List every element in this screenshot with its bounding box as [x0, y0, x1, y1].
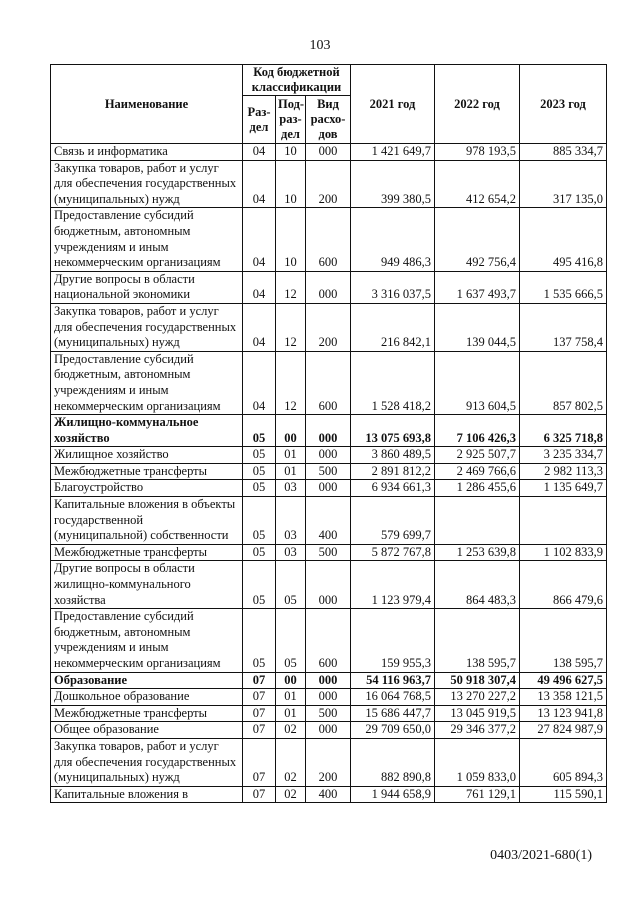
row-value-2023: 49 496 627,5	[520, 672, 607, 689]
row-section: 07	[243, 705, 276, 722]
row-expense-type: 000	[306, 447, 351, 464]
header-name: Наименование	[51, 65, 243, 144]
row-expense-type: 400	[306, 497, 351, 545]
row-expense-type: 000	[306, 722, 351, 739]
row-expense-type: 500	[306, 463, 351, 480]
row-value-2021: 2 891 812,2	[351, 463, 435, 480]
table-row	[51, 351, 607, 414]
table-row	[51, 544, 607, 561]
row-expense-type: 000	[306, 689, 351, 706]
table-body	[51, 144, 607, 803]
row-expense-type: 200	[306, 738, 351, 786]
row-value-2022: 1 253 639,8	[435, 544, 520, 561]
row-value-2021: 399 380,5	[351, 160, 435, 208]
row-value-2023: 605 894,3	[520, 738, 607, 786]
row-value-2023: 1 102 833,9	[520, 544, 607, 561]
table-row	[51, 480, 607, 497]
table-row	[51, 672, 607, 689]
row-subsection: 02	[276, 786, 306, 803]
row-subsection: 03	[276, 544, 306, 561]
row-name: Закупка товаров, работ и услуг для обеспечения государственных (муниципальных) нужд	[51, 303, 243, 351]
header-section: Раз-дел	[243, 96, 276, 144]
row-section: 05	[243, 561, 276, 609]
row-section: 05	[243, 609, 276, 672]
table-row	[51, 738, 607, 786]
row-value-2023: 857 802,5	[520, 351, 607, 414]
row-value-2023: 13 358 121,5	[520, 689, 607, 706]
row-value-2022: 864 483,3	[435, 561, 520, 609]
header-2021: 2021 год	[351, 65, 435, 144]
table-row	[51, 722, 607, 739]
row-value-2022: 1 637 493,7	[435, 271, 520, 303]
row-value-2021: 1 421 649,7	[351, 144, 435, 161]
row-value-2022: 2 469 766,6	[435, 463, 520, 480]
row-value-2022: 13 270 227,2	[435, 689, 520, 706]
row-value-2022: 13 045 919,5	[435, 705, 520, 722]
row-subsection: 01	[276, 447, 306, 464]
row-expense-type: 600	[306, 208, 351, 271]
header-subsection: Под-раз-дел	[276, 96, 306, 144]
row-name: Капитальные вложения в	[51, 786, 243, 803]
row-section: 05	[243, 415, 276, 447]
row-value-2021: 13 075 693,8	[351, 415, 435, 447]
row-section: 05	[243, 497, 276, 545]
row-section: 04	[243, 271, 276, 303]
row-section: 07	[243, 689, 276, 706]
row-name: Межбюджетные трансферты	[51, 705, 243, 722]
row-expense-type: 000	[306, 672, 351, 689]
row-name: Закупка товаров, работ и услуг для обеспечения государственных (муниципальных) нужд	[51, 738, 243, 786]
row-value-2023: 317 135,0	[520, 160, 607, 208]
row-name: Общее образование	[51, 722, 243, 739]
row-value-2022: 978 193,5	[435, 144, 520, 161]
row-subsection: 02	[276, 738, 306, 786]
row-section: 04	[243, 144, 276, 161]
table-row	[51, 160, 607, 208]
row-expense-type: 000	[306, 415, 351, 447]
row-expense-type: 500	[306, 544, 351, 561]
row-value-2022: 913 604,5	[435, 351, 520, 414]
row-name: Предоставление субсидий бюджетным, автономным учреждениям и иным некоммерческим организациям	[51, 208, 243, 271]
row-expense-type: 400	[306, 786, 351, 803]
row-value-2021: 29 709 650,0	[351, 722, 435, 739]
table-row	[51, 561, 607, 609]
row-name: Капитальные вложения в объекты государственной (муниципальной) собственности	[51, 497, 243, 545]
row-name: Благоустройство	[51, 480, 243, 497]
row-section: 04	[243, 160, 276, 208]
row-value-2021: 1 944 658,9	[351, 786, 435, 803]
table-row	[51, 786, 607, 803]
row-value-2022: 1 059 833,0	[435, 738, 520, 786]
row-name: Другие вопросы в области жилищно-коммунального хозяйства	[51, 561, 243, 609]
row-value-2022: 7 106 426,3	[435, 415, 520, 447]
row-expense-type: 000	[306, 480, 351, 497]
table-row	[51, 208, 607, 271]
row-section: 04	[243, 208, 276, 271]
row-value-2022: 1 286 455,6	[435, 480, 520, 497]
table-row	[51, 497, 607, 545]
row-value-2021: 949 486,3	[351, 208, 435, 271]
row-name: Предоставление субсидий бюджетным, автономным учреждениям и иным некоммерческим организациям	[51, 609, 243, 672]
row-value-2021: 159 955,3	[351, 609, 435, 672]
row-name: Межбюджетные трансферты	[51, 544, 243, 561]
row-value-2021: 882 890,8	[351, 738, 435, 786]
table-row	[51, 705, 607, 722]
row-subsection: 03	[276, 497, 306, 545]
row-name: Дошкольное образование	[51, 689, 243, 706]
document-code: 0403/2021-680(1)	[490, 848, 592, 863]
row-expense-type: 600	[306, 609, 351, 672]
row-name: Жилищно-коммунальное хозяйство	[51, 415, 243, 447]
row-value-2022: 29 346 377,2	[435, 722, 520, 739]
row-name: Межбюджетные трансферты	[51, 463, 243, 480]
row-expense-type: 000	[306, 144, 351, 161]
row-subsection: 12	[276, 271, 306, 303]
row-subsection: 05	[276, 561, 306, 609]
header-2023: 2023 год	[520, 65, 607, 144]
row-value-2023: 1 535 666,5	[520, 271, 607, 303]
row-value-2022: 2 925 507,7	[435, 447, 520, 464]
row-subsection: 12	[276, 303, 306, 351]
row-subsection: 10	[276, 144, 306, 161]
table-row	[51, 447, 607, 464]
row-value-2021: 1 528 418,2	[351, 351, 435, 414]
row-subsection: 05	[276, 609, 306, 672]
row-name: Образование	[51, 672, 243, 689]
row-value-2023: 3 235 334,7	[520, 447, 607, 464]
row-subsection: 03	[276, 480, 306, 497]
row-expense-type: 600	[306, 351, 351, 414]
row-section: 04	[243, 303, 276, 351]
table-row	[51, 463, 607, 480]
row-value-2021: 3 316 037,5	[351, 271, 435, 303]
row-value-2023: 6 325 718,8	[520, 415, 607, 447]
row-value-2021: 216 842,1	[351, 303, 435, 351]
row-subsection: 02	[276, 722, 306, 739]
row-value-2023: 885 334,7	[520, 144, 607, 161]
row-section: 07	[243, 786, 276, 803]
row-value-2022: 50 918 307,4	[435, 672, 520, 689]
row-value-2021: 1 123 979,4	[351, 561, 435, 609]
row-value-2023: 115 590,1	[520, 786, 607, 803]
row-subsection: 01	[276, 463, 306, 480]
row-value-2022	[435, 497, 520, 545]
row-value-2022: 139 044,5	[435, 303, 520, 351]
row-subsection: 00	[276, 672, 306, 689]
row-section: 07	[243, 722, 276, 739]
row-expense-type: 200	[306, 160, 351, 208]
table-row	[51, 303, 607, 351]
row-value-2023: 866 479,6	[520, 561, 607, 609]
page-number: 103	[309, 38, 331, 53]
row-value-2021: 54 116 963,7	[351, 672, 435, 689]
table-header	[51, 65, 607, 144]
row-value-2023: 1 135 649,7	[520, 480, 607, 497]
budget-table	[50, 64, 607, 803]
row-subsection: 10	[276, 208, 306, 271]
header-2022: 2022 год	[435, 65, 520, 144]
row-value-2022: 138 595,7	[435, 609, 520, 672]
row-subsection: 00	[276, 415, 306, 447]
table-row	[51, 609, 607, 672]
row-name: Другие вопросы в области национальной экономики	[51, 271, 243, 303]
row-value-2021: 16 064 768,5	[351, 689, 435, 706]
row-value-2023: 13 123 941,8	[520, 705, 607, 722]
row-expense-type: 200	[306, 303, 351, 351]
row-value-2023: 27 824 987,9	[520, 722, 607, 739]
row-value-2022: 761 129,1	[435, 786, 520, 803]
row-name: Предоставление субсидий бюджетным, автономным учреждениям и иным некоммерческим организациям	[51, 351, 243, 414]
row-value-2022: 412 654,2	[435, 160, 520, 208]
row-section: 04	[243, 351, 276, 414]
row-value-2021: 5 872 767,8	[351, 544, 435, 561]
table-row	[51, 689, 607, 706]
row-value-2023: 138 595,7	[520, 609, 607, 672]
row-value-2023: 495 416,8	[520, 208, 607, 271]
header-expense-type: Вид расхо-дов	[306, 96, 351, 144]
row-value-2022: 492 756,4	[435, 208, 520, 271]
table-row	[51, 415, 607, 447]
row-value-2023: 137 758,4	[520, 303, 607, 351]
row-name: Закупка товаров, работ и услуг для обеспечения государственных (муниципальных) нужд	[51, 160, 243, 208]
row-expense-type: 000	[306, 271, 351, 303]
row-name: Связь и информатика	[51, 144, 243, 161]
row-subsection: 12	[276, 351, 306, 414]
row-subsection: 01	[276, 705, 306, 722]
row-subsection: 01	[276, 689, 306, 706]
row-section: 05	[243, 463, 276, 480]
row-value-2023: 2 982 113,3	[520, 463, 607, 480]
row-value-2021: 3 860 489,5	[351, 447, 435, 464]
row-value-2021: 6 934 661,3	[351, 480, 435, 497]
row-section: 07	[243, 738, 276, 786]
row-section: 07	[243, 672, 276, 689]
row-value-2021: 15 686 447,7	[351, 705, 435, 722]
row-subsection: 10	[276, 160, 306, 208]
row-value-2023	[520, 497, 607, 545]
row-section: 05	[243, 544, 276, 561]
row-expense-type: 500	[306, 705, 351, 722]
row-value-2021: 579 699,7	[351, 497, 435, 545]
table-row	[51, 144, 607, 161]
header-code-group: Код бюджетной классификации	[243, 65, 351, 96]
row-name: Жилищное хозяйство	[51, 447, 243, 464]
table-row	[51, 271, 607, 303]
row-section: 05	[243, 480, 276, 497]
row-expense-type: 000	[306, 561, 351, 609]
row-section: 05	[243, 447, 276, 464]
